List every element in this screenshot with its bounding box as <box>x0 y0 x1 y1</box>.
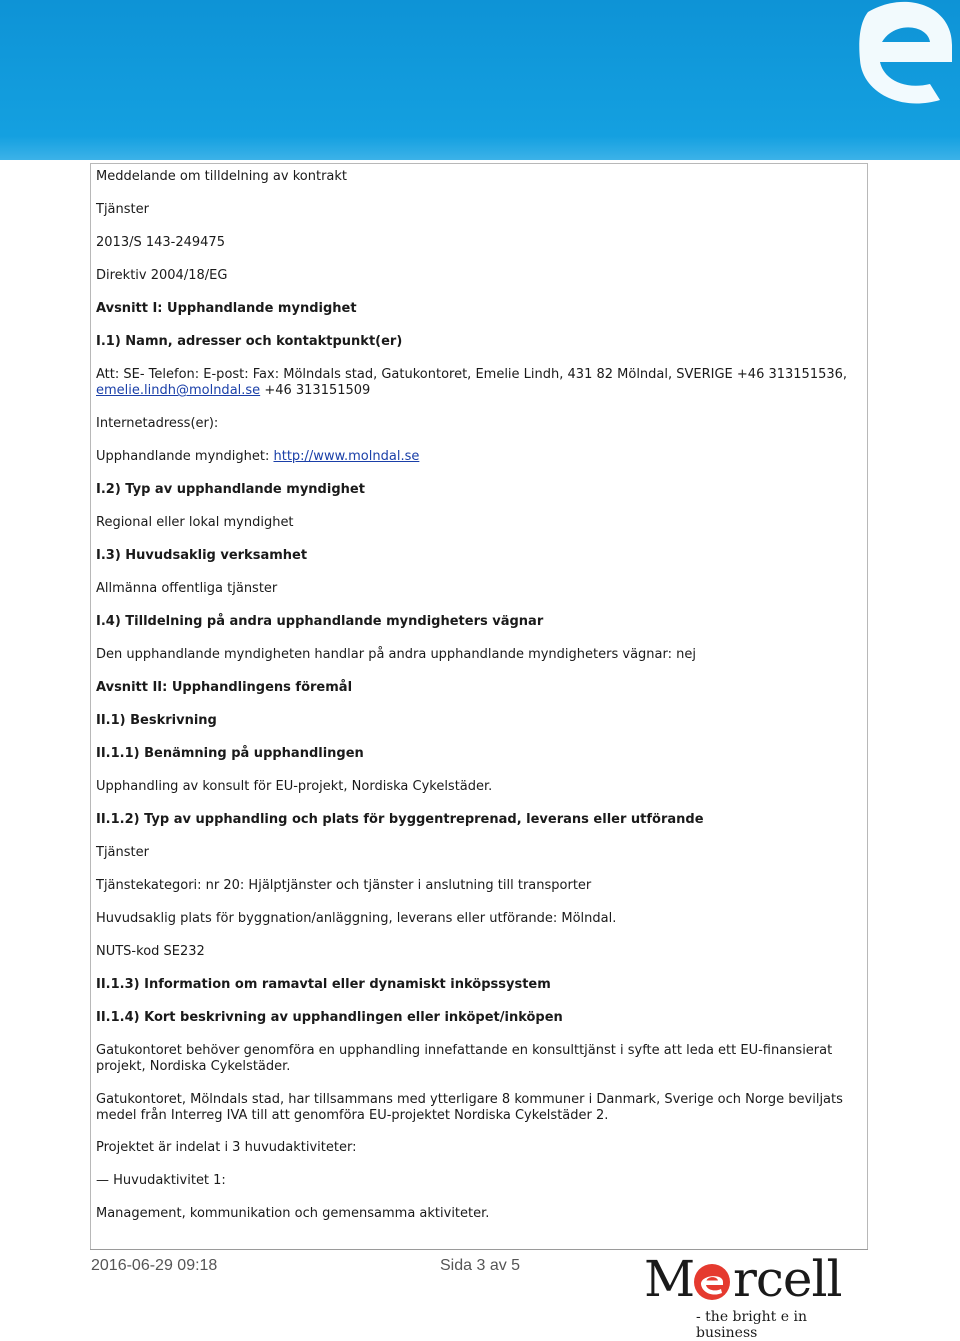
paragraph: Allmänna offentliga tjänster <box>96 581 278 596</box>
contact-details: Att: SE- Telefon: E-post: Fax: Mölndals stad, Gatukontoret, Emelie Lindh, 431 82 Mölndal, SVERIGE +46 313151536, <box>96 367 848 382</box>
notice-title: Meddelande om tilldelning av kontrakt <box>96 169 348 184</box>
paragraph: Regional eller lokal myndighet <box>96 515 294 530</box>
website-link[interactable]: http://www.molndal.se <box>273 449 420 464</box>
subsection-heading: I.2) Typ av upphandlande myndighet <box>96 482 365 497</box>
subsection-heading: I.3) Huvudsaklig verksamhet <box>96 548 308 563</box>
subsection-heading: I.4) Tilldelning på andra upphandlande myndigheters vägnar <box>96 614 544 629</box>
subsection-heading: II.1.4) Kort beskrivning av upphandlingen eller inköpet/inköpen <box>96 1010 563 1025</box>
brand-logo <box>640 1250 870 1341</box>
phone-text: +46 313151509 <box>264 383 371 398</box>
subsection-heading: II.1.2) Typ av upphandling och plats för byggentreprenad, leverans eller utförande <box>96 812 704 827</box>
paragraph: Tjänster <box>96 845 149 860</box>
paragraph: Management, kommunikation och gemensamma aktiviteter. <box>96 1206 490 1221</box>
page-indicator: Sida 3 av 5 <box>440 1257 521 1274</box>
logo-wordmark: rcell <box>733 1250 842 1308</box>
contact-email-line <box>96 383 856 399</box>
notice-number: 2013/S 143-249475 <box>96 235 225 250</box>
authority-url-label: Upphandlande myndighet: <box>96 449 270 464</box>
footer-date: 2016-06-29 09:18 <box>91 1257 218 1274</box>
internet-address-label: Internetadress(er): <box>96 416 219 431</box>
banner-logo-mark <box>0 0 960 160</box>
paragraph: Upphandling av konsult för EU-projekt, Nordiska Cykelstäder. <box>96 779 493 794</box>
paragraph: Projektet är indelat i 3 huvudaktiviteter: <box>96 1140 357 1155</box>
logo-letter-m: M <box>644 1250 695 1308</box>
authority-url-line <box>96 449 856 465</box>
subsection-heading: II.1) Beskrivning <box>96 713 217 728</box>
email-link[interactable]: emelie.lindh@molndal.se <box>96 383 261 398</box>
logo-e-icon <box>693 1263 731 1301</box>
subsection-heading: II.1.1) Benämning på upphandlingen <box>96 746 364 761</box>
paragraph: Gatukontoret behöver genomföra en upphandling innefattande en konsulttjänst i syfte att leda ett EU-finansierat projekt, Nordiska Cykelstäder. <box>96 1043 833 1074</box>
paragraph: Gatukontoret, Mölndals stad, har tillsammans med ytterligare 8 kommuner i Danmark, Sverige och Norge beviljats medel från Interreg IVA till att genomföra EU-projektet Nordiska Cykelstäder 2. <box>96 1092 843 1123</box>
notice-content-box <box>90 163 868 1250</box>
section-heading: Avsnitt II: Upphandlingens föremål <box>96 680 353 695</box>
section-heading: Avsnitt I: Upphandlande myndighet <box>96 301 357 316</box>
paragraph: NUTS-kod SE232 <box>96 944 205 959</box>
subsection-heading: II.1.3) Information om ramavtal eller dynamiskt inköpssystem <box>96 977 551 992</box>
paragraph: Den upphandlande myndigheten handlar på andra upphandlande myndigheters vägnar: nej <box>96 647 696 662</box>
subsection-heading: I.1) Namn, adresser och kontaktpunkt(er) <box>96 334 403 349</box>
paragraph: Tjänstekategori: nr 20: Hjälptjänster och tjänster i anslutning till transporter <box>96 878 592 893</box>
paragraph: Huvudsaklig plats för byggnation/anläggning, leverans eller utförande: Mölndal. <box>96 911 617 926</box>
contract-type: Tjänster <box>96 202 149 217</box>
directive: Direktiv 2004/18/EG <box>96 268 228 283</box>
logo-tagline: - the bright e in business <box>696 1309 807 1341</box>
list-item: — Huvudaktivitet 1: <box>96 1173 226 1188</box>
header-banner <box>0 0 960 160</box>
